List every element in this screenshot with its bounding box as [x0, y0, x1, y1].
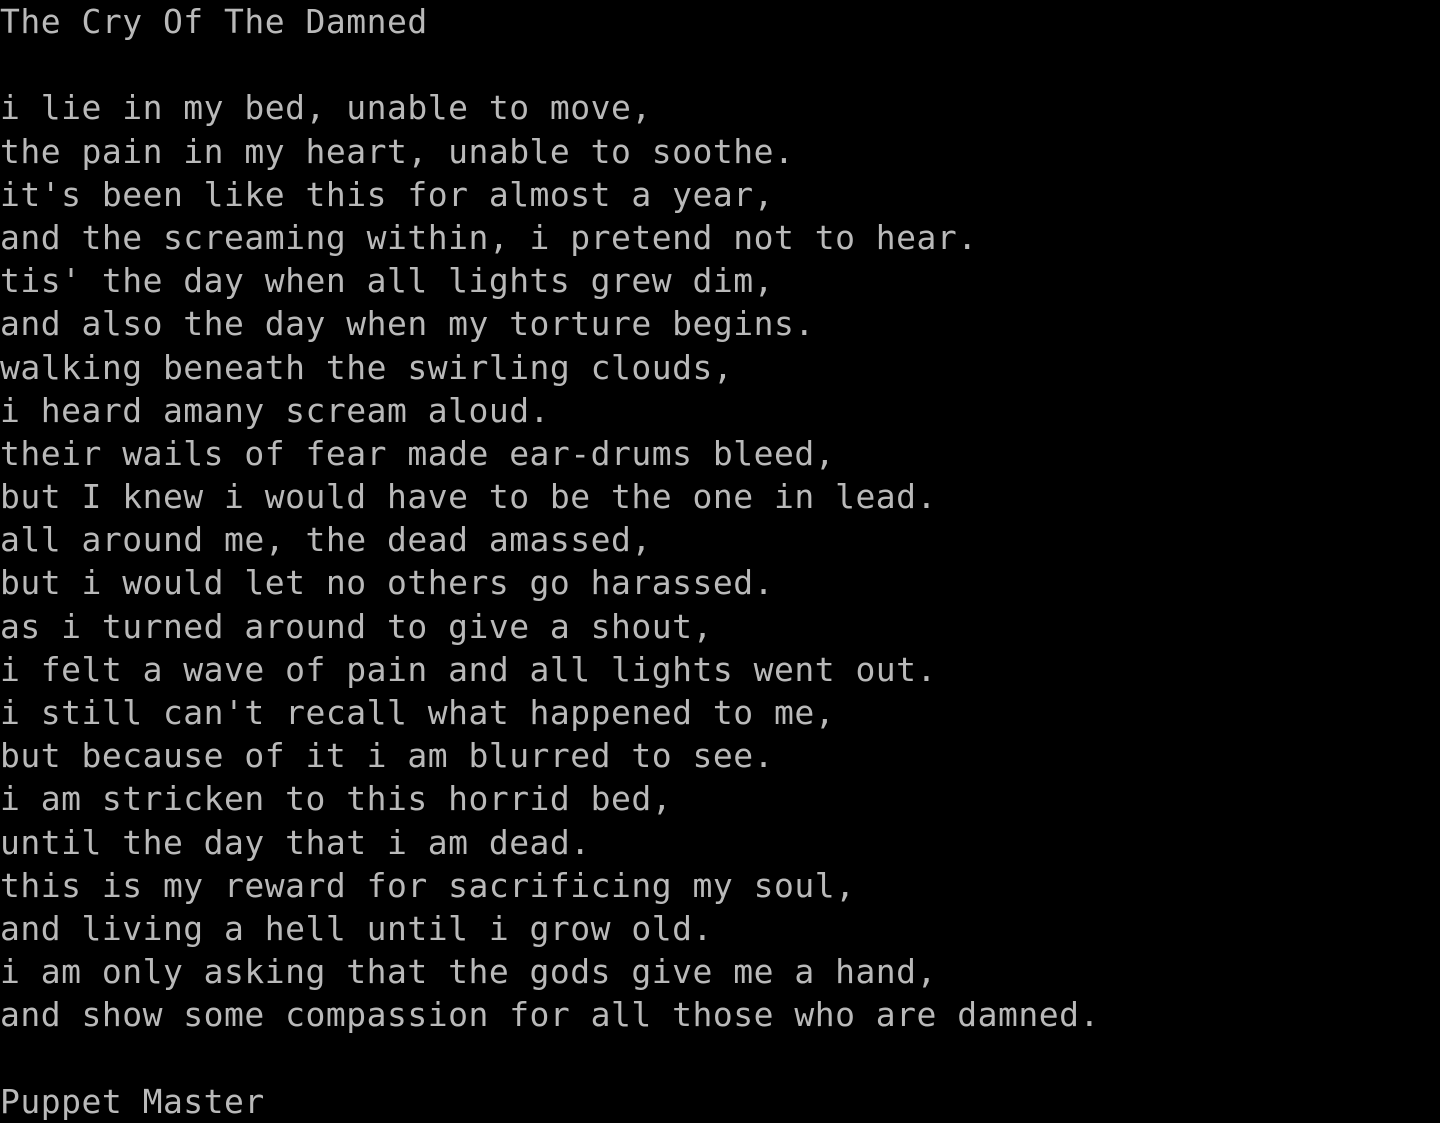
poem-line: i am stricken to this horrid bed, — [0, 779, 673, 819]
poem-line: walking beneath the swirling clouds, — [0, 347, 734, 387]
poem-line: i lie in my bed, unable to move, — [0, 88, 652, 128]
poem-line: and living a hell until i grow old. — [0, 908, 713, 948]
poem-line: and show some compassion for all those who are damned. — [0, 995, 1100, 1035]
poem-line: but I knew i would have to be the one in lead. — [0, 477, 937, 517]
poem-line: tis' the day when all lights grew dim, — [0, 261, 774, 301]
poem-line: but because of it i am blurred to see. — [0, 736, 774, 776]
poem-line: this is my reward for sacrificing my soul, — [0, 865, 856, 905]
blank-line — [0, 1037, 1440, 1080]
poem-line: all around me, the dead amassed, — [0, 520, 652, 560]
poem-line: but i would let no others go harassed. — [0, 563, 774, 603]
poem-line: i felt a wave of pain and all lights went out. — [0, 649, 937, 689]
poem-line: the pain in my heart, unable to soothe. — [0, 131, 795, 171]
poem-line: and the screaming within, i pretend not to hear. — [0, 217, 978, 257]
blank-line — [0, 43, 1440, 86]
poem-line: it's been like this for almost a year, — [0, 174, 774, 214]
poem-line: i heard amany scream aloud. — [0, 390, 550, 430]
poem-line: and also the day when my torture begins. — [0, 304, 815, 344]
page-title: The Cry Of The Damned — [0, 2, 428, 41]
poem-line: until the day that i am dead. — [0, 822, 591, 862]
poem-line: i am only asking that the gods give me a hand, — [0, 952, 937, 992]
poem-line: as i turned around to give a shout, — [0, 606, 713, 646]
poem-line: their wails of fear made ear-drums bleed, — [0, 433, 836, 473]
author-signature: Puppet Master — [0, 1081, 265, 1121]
poem-line: i still can't recall what happened to me, — [0, 693, 836, 733]
